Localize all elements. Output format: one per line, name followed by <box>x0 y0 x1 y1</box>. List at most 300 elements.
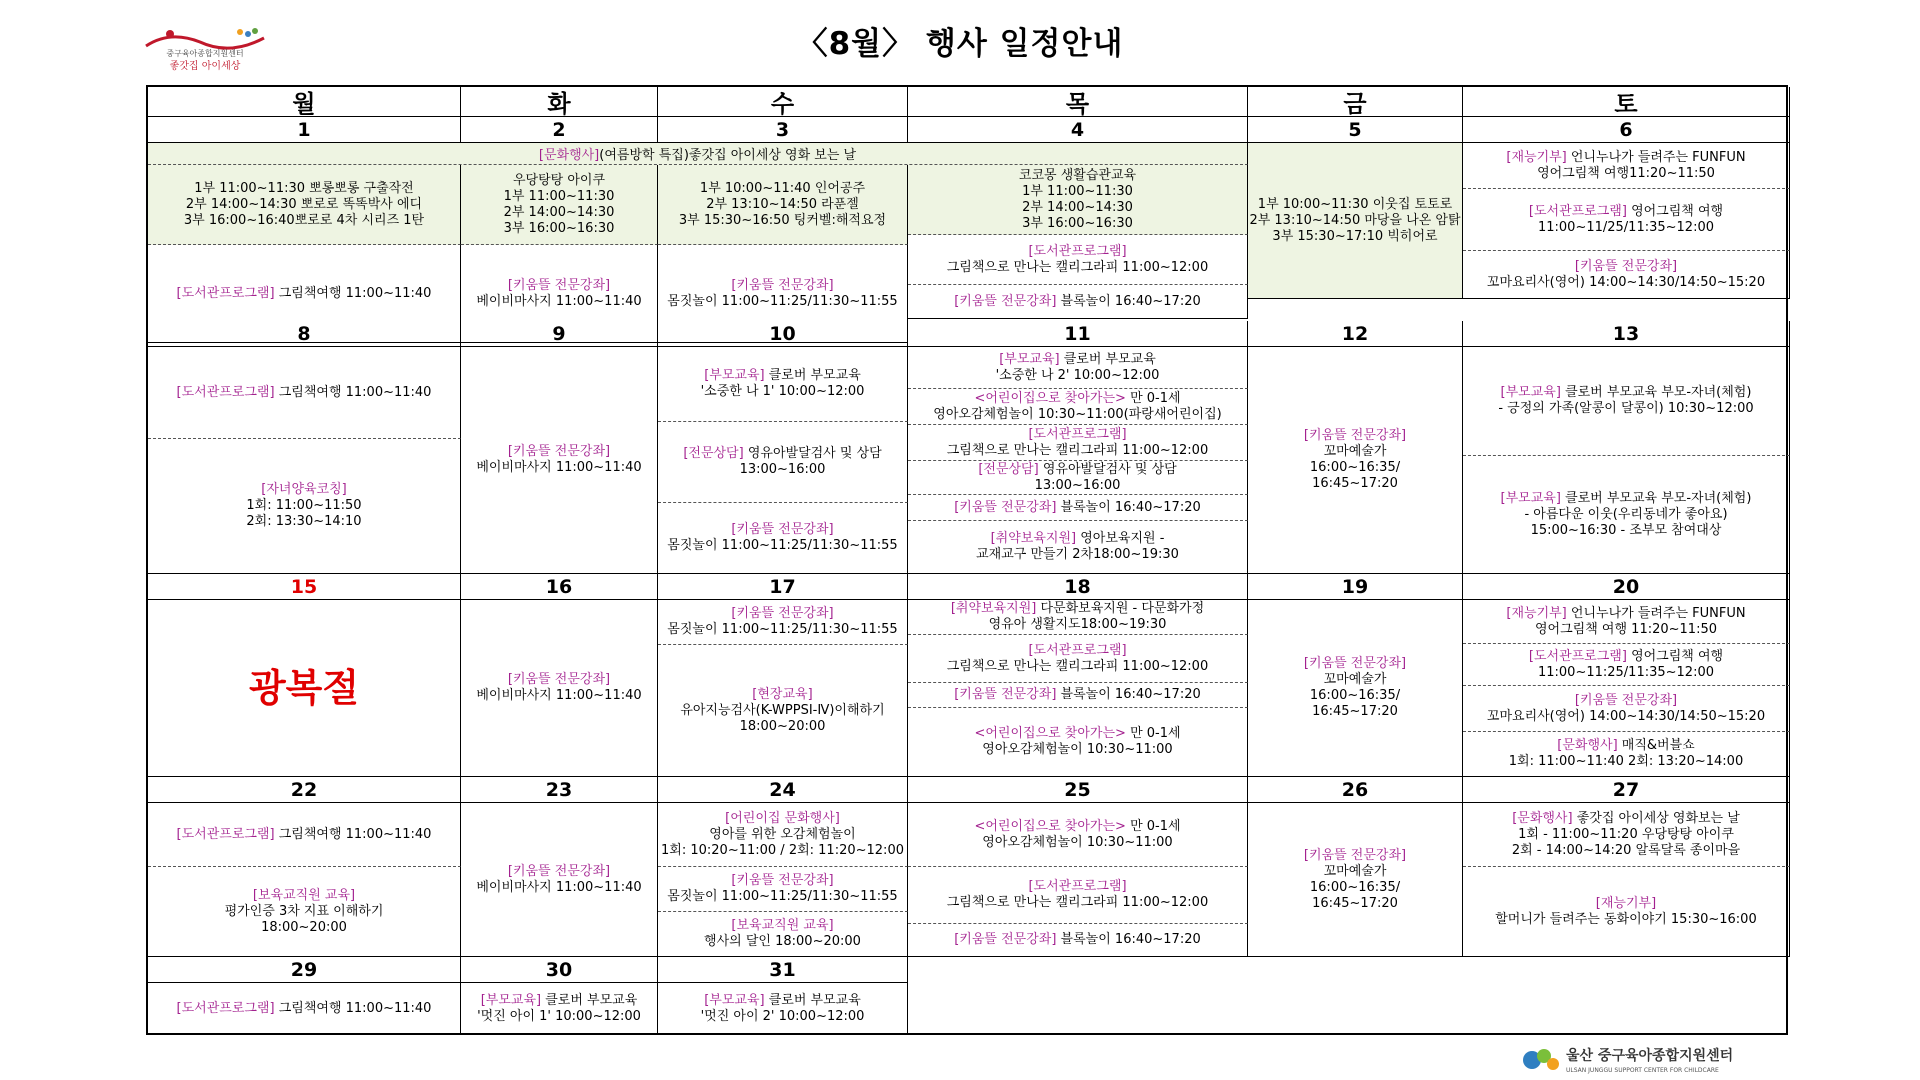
event-line <box>476 294 641 310</box>
event-line <box>476 460 641 476</box>
event-category: [키움뜰 전문강좌] <box>731 606 834 621</box>
event-text: 1부 11:00~11:30 <box>503 188 615 204</box>
event-category: [키움뜰 전문강좌] <box>954 293 1057 309</box>
event-cell <box>658 803 908 867</box>
event-text: 클로버 부모교육 부모-자녀(체험) <box>1560 490 1752 506</box>
date-number: 19 <box>1248 574 1463 600</box>
date-number: 2 <box>461 117 658 143</box>
event-text: 영아보육지원 - <box>1076 531 1165 546</box>
event-line <box>261 482 347 498</box>
event-text: 영어그림책 여행 <box>1626 203 1724 219</box>
event-text: 꼬마예술가 <box>1323 672 1387 687</box>
event-text: 교재교구 만들기 2차18:00~19:30 <box>976 547 1179 562</box>
event-line <box>731 873 833 889</box>
event-text: 16:45~17:20 <box>1312 895 1398 911</box>
event-line <box>513 173 605 189</box>
event-category: [부모교육] <box>704 368 765 383</box>
date-number: 29 <box>148 957 461 983</box>
event-text: 코코몽 생활습관교육 <box>1018 167 1137 183</box>
event-category: [키움뜰 전문강좌] <box>1303 847 1407 863</box>
event-cell <box>148 439 461 574</box>
event-line <box>709 827 855 843</box>
event-cell <box>908 867 1248 924</box>
event-text: 영어그림책 여행 <box>1626 648 1724 664</box>
event-category: [문화행사] <box>1512 810 1573 826</box>
event-text: 클로버 부모교육 부모-자녀(체험) <box>1560 385 1752 400</box>
event-text: 그림책으로 만나는 캘리그라피 11:00~12:00 <box>946 895 1209 910</box>
event-text: 3부 15:30~16:50 팅커벨:해적요정 <box>678 212 887 228</box>
event-text: 할머니가 들려주는 동화이야기 15:30~16:00 <box>1495 911 1757 927</box>
event-cell <box>908 803 1248 867</box>
event-category: [키움뜰 전문강좌] <box>1574 692 1678 708</box>
event-cell <box>1463 456 1790 574</box>
event-line <box>1324 864 1387 880</box>
event-line <box>1518 827 1734 843</box>
event-line <box>253 888 355 904</box>
event-line <box>731 606 833 622</box>
event-text: 15:00~16:30 - 조부모 참여대상 <box>1530 522 1722 538</box>
weekday-header: 금 <box>1248 87 1463 117</box>
event-category: [전문상담] <box>683 446 744 461</box>
event-line <box>954 687 1201 703</box>
date-number: 31 <box>658 957 908 983</box>
date-number: 4 <box>908 117 1248 143</box>
event-line <box>700 181 865 197</box>
event-line <box>1304 428 1406 444</box>
event-cell <box>148 347 461 439</box>
event-category: [부모교육] <box>999 351 1060 367</box>
event-category: [부모교육] <box>704 992 765 1008</box>
date-number: 1 <box>148 117 461 143</box>
event-line <box>508 444 610 460</box>
event-text: 다문화보육지원 - 다문화가정 <box>1036 601 1205 616</box>
event-text: 유아지능검사(K-WPPSI-Ⅳ)이해하기 <box>680 702 885 718</box>
event-line <box>1512 811 1740 827</box>
event-line <box>996 368 1160 384</box>
event-text: 우당탕탕 아이쿠 <box>512 172 606 188</box>
event-cell <box>461 347 658 574</box>
event-line <box>704 368 861 384</box>
event-line <box>504 205 615 221</box>
event-category: [키움뜰 전문강좌] <box>954 687 1057 702</box>
page-title: 〈8월〉 행사 일정안내 <box>796 26 1124 62</box>
event-text: 1부 11:00~11:30 <box>1022 183 1133 199</box>
event-cell <box>908 235 1248 285</box>
date-number: 26 <box>1248 777 1463 803</box>
event-text: 클로버 부모교육 <box>764 992 861 1008</box>
event-text: 2회 - 14:00~14:20 알록달록 종이마을 <box>1511 842 1741 858</box>
event-cell <box>908 461 1248 495</box>
event-category: [키움뜰 전문강좌] <box>507 672 611 687</box>
banner-event <box>148 143 1248 165</box>
event-text: 영어그림책 여행 11:20~11:50 <box>1535 621 1717 637</box>
event-cell <box>1463 803 1790 867</box>
event-text: 영아를 위한 오감체험놀이 <box>709 826 856 842</box>
event-text: '소중한 나 1' 10:00~12:00 <box>700 384 865 399</box>
event-text: - 아름다운 이웃(우리동네가 좋아요) <box>1524 506 1728 522</box>
event-line <box>667 294 897 310</box>
event-text: 1회 - 11:00~11:20 우당탕탕 아이쿠 <box>1518 826 1734 842</box>
event-category: [도서관프로그램] <box>1528 648 1627 664</box>
event-line <box>477 1009 641 1025</box>
event-line <box>1596 896 1656 912</box>
weekday-header: 수 <box>658 87 908 117</box>
event-text: 몸짓놀이 11:00~11:25/11:30~11:55 <box>667 622 898 637</box>
event-text: 13:00~16:00 <box>739 462 826 477</box>
event-line <box>194 181 414 197</box>
event-line <box>1538 665 1714 681</box>
event-cell <box>1463 251 1790 299</box>
date-number: 15 <box>148 574 461 600</box>
event-line <box>1310 880 1400 896</box>
event-cell <box>658 983 908 1035</box>
event-line <box>184 213 424 229</box>
event-text: 1회: 10:20~11:00 / 2회: 11:20~12:00 <box>661 842 904 858</box>
event-text: 2회: 13:30~14:10 <box>246 514 362 529</box>
event-line <box>177 286 432 302</box>
event-text: 꼬마예술가 <box>1323 444 1387 459</box>
event-line <box>947 659 1208 675</box>
event-text: 13:00~16:00 <box>1034 477 1121 493</box>
event-text: 그림책으로 만나는 캘리그라피 11:00~12:00 <box>946 658 1209 674</box>
event-line <box>974 726 1180 742</box>
event-text: 블록놀이 16:40~17:20 <box>1056 687 1201 702</box>
event-line <box>1312 896 1398 912</box>
event-text: '소중한 나 2' 10:00~12:00 <box>995 367 1160 383</box>
event-line <box>1498 401 1753 417</box>
weekday-header: 목 <box>908 87 1248 117</box>
event-text: '멋진 아이 1' 10:00~12:00 <box>477 1008 641 1024</box>
event-text: 16:45~17:20 <box>1312 476 1398 491</box>
event-line <box>177 1001 432 1017</box>
event-line <box>481 993 638 1009</box>
date-number: 18 <box>908 574 1248 600</box>
event-cell <box>461 803 658 957</box>
event-text: 몸짓놀이 11:00~11:25/11:30~11:55 <box>667 538 898 553</box>
event-line <box>261 920 347 936</box>
event-line <box>1324 672 1387 688</box>
event-line <box>731 522 833 538</box>
event-cell <box>1248 347 1463 574</box>
event-cell <box>658 503 908 574</box>
event-line <box>680 703 884 719</box>
event-line <box>1575 693 1677 709</box>
event-category: [키움뜰 전문강좌] <box>731 873 834 888</box>
event-category: [키움뜰 전문강좌] <box>731 522 834 537</box>
event-text: 16:00~16:35/ <box>1309 460 1401 475</box>
event-category: [도서관프로그램] <box>176 384 275 400</box>
event-text: 행사의 달인 18:00~20:00 <box>704 934 861 949</box>
event-line <box>1022 200 1133 216</box>
event-line <box>661 843 904 859</box>
event-line <box>1022 216 1133 232</box>
date-number: 6 <box>1463 117 1790 143</box>
event-line <box>1501 385 1752 401</box>
logo-line1: 중구육아종합지원센터 <box>166 49 244 58</box>
event-line <box>225 904 384 920</box>
event-category: [부모교육] <box>480 992 542 1008</box>
event-category: [취약보육지원] <box>990 531 1077 546</box>
event-line <box>667 538 897 554</box>
event-line <box>982 742 1172 758</box>
event-category: <어린이집으로 찾아가는> <box>974 390 1126 406</box>
event-line <box>508 864 610 880</box>
event-text: 18:00~20:00 <box>739 718 826 734</box>
event-text: 만 0-1세 <box>1125 390 1181 406</box>
event-line <box>1028 427 1126 443</box>
event-text: 3부 15:30~17:10 빅히어로 <box>1272 228 1438 244</box>
date-number: 16 <box>461 574 658 600</box>
event-line <box>1529 649 1723 665</box>
event-text: 영아오감체험놀이 10:30~11:00 <box>982 834 1173 850</box>
event-text: 꼬마요리사(영어) 14:00~14:30/14:50~15:20 <box>1486 708 1766 724</box>
event-text: 베이비마사지 11:00~11:40 <box>476 688 642 703</box>
event-line <box>731 278 833 294</box>
event-text: 영아오감체험놀이 10:30~11:00(파랑새어린이집) <box>933 406 1222 422</box>
weekday-header: 토 <box>1463 87 1790 117</box>
event-text: 블록놀이 16:40~17:20 <box>1056 293 1201 309</box>
event-text: 18:00~20:00 <box>261 919 347 935</box>
event-text: 2부 13:10~14:50 라푼젤 <box>706 196 859 212</box>
event-line <box>1028 643 1126 659</box>
event-line <box>1506 606 1745 622</box>
event-line <box>701 1009 865 1025</box>
event-category: [도서관프로그램] <box>176 1000 275 1016</box>
event-category: [키움뜰 전문강좌] <box>507 863 611 879</box>
event-category: [문화행사] <box>538 148 600 163</box>
event-category: [재능기부] <box>1506 605 1567 621</box>
event-cell <box>1463 143 1790 189</box>
event-text: 좋갓집 아이세상 영화보는 날 <box>1572 810 1740 826</box>
weekday-header: 화 <box>461 87 658 117</box>
event-cell <box>908 924 1248 957</box>
event-text: 영유아발달검사 및 상담 <box>743 446 882 461</box>
event-text: 1부 10:00~11:30 이웃집 토토로 <box>1257 196 1453 212</box>
event-line <box>982 835 1172 851</box>
event-category: [보육교직원 교육] <box>731 918 834 933</box>
event-line <box>476 880 641 896</box>
event-line <box>974 819 1180 835</box>
holiday-label: 광복절 <box>248 666 360 710</box>
event-line <box>1035 478 1121 494</box>
event-line <box>1538 220 1714 236</box>
event-cell <box>908 635 1248 683</box>
event-text: 매직&버블쇼 <box>1617 738 1695 753</box>
event-line <box>476 688 641 704</box>
event-cell <box>658 867 908 912</box>
event-line <box>667 622 897 638</box>
event-text: 꼬마예술가 <box>1323 863 1387 879</box>
event-category: [전문상담] <box>978 461 1039 477</box>
date-number: 17 <box>658 574 908 600</box>
event-text: 몸짓놀이 11:00~11:25/11:30~11:55 <box>667 889 898 904</box>
event-line <box>186 197 422 213</box>
event-text: 1회: 11:00~11:40 2회: 13:20~14:00 <box>1508 754 1744 769</box>
event-cell <box>1463 732 1790 777</box>
event-line <box>1310 688 1400 704</box>
event-cell <box>1463 600 1790 644</box>
event-line <box>978 462 1176 478</box>
event-calendar <box>146 85 1788 1035</box>
event-cell <box>461 983 658 1035</box>
date-number: 12 <box>1248 321 1463 347</box>
date-number: 3 <box>658 117 908 143</box>
event-category: [어린이집 문화행사] <box>725 810 840 826</box>
event-text: 그림책여행 11:00~11:40 <box>274 285 432 301</box>
event-line <box>706 197 859 213</box>
event-text: 베이비마사지 11:00~11:40 <box>476 293 642 309</box>
event-text: 그림책여행 11:00~11:40 <box>274 1000 432 1016</box>
event-category: [보육교직원 교육] <box>252 887 356 903</box>
date-number: 30 <box>461 957 658 983</box>
event-line <box>504 221 615 237</box>
event-cell <box>1463 189 1790 251</box>
event-cell <box>908 389 1248 425</box>
event-cell <box>1463 867 1790 957</box>
event-cell <box>908 683 1248 708</box>
event-line <box>1028 879 1126 895</box>
event-line <box>740 462 826 478</box>
date-number: 25 <box>908 777 1248 803</box>
event-line <box>1501 491 1752 507</box>
event-category: [도서관프로그램] <box>176 285 275 301</box>
event-line <box>1028 244 1126 260</box>
event-category: [도서관프로그램] <box>1028 243 1127 259</box>
event-text: 클로버 부모교육 <box>1059 351 1156 367</box>
logo-line2: 좋갓집 아이세상 <box>169 61 241 72</box>
event-cell <box>148 867 461 957</box>
event-category: [키움뜰 전문강좌] <box>1303 656 1407 671</box>
event-line <box>1557 738 1694 754</box>
event-category: [키움뜰 전문강좌] <box>954 932 1057 947</box>
event-line <box>1310 460 1400 476</box>
event-text: 11:00~11:25/11:35~12:00 <box>1537 664 1715 680</box>
event-line <box>504 189 615 205</box>
event-cell <box>658 912 908 957</box>
event-line <box>752 687 812 703</box>
event-line <box>1304 656 1406 672</box>
event-line <box>951 601 1204 617</box>
event-line <box>725 811 840 827</box>
event-text: 언니누나가 들려주는 FUNFUN <box>1566 605 1746 621</box>
event-text: 그림책여행 11:00~11:40 <box>274 384 432 400</box>
event-line <box>976 547 1179 563</box>
event-text: 영유아 생활지도18:00~19:30 <box>988 617 1167 632</box>
event-cell <box>148 983 461 1035</box>
event-cell <box>1463 347 1790 456</box>
event-line <box>1506 150 1745 166</box>
event-text: 언니누나가 들려주는 FUNFUN <box>1566 149 1746 165</box>
event-line <box>177 385 432 401</box>
event-line <box>704 934 861 950</box>
event-cell <box>908 165 1248 235</box>
event-text: 16:45~17:20 <box>1312 704 1398 719</box>
event-line <box>991 531 1165 547</box>
event-text: 2부 13:10~14:50 마당을 나온 암탉 <box>1249 212 1461 228</box>
event-category: <어린이집으로 찾아가는> <box>974 818 1126 834</box>
event-line <box>1312 704 1398 720</box>
event-text: 영아오감체험놀이 10:30~11:00 <box>982 742 1173 757</box>
event-line <box>1312 476 1398 492</box>
event-line <box>933 407 1221 423</box>
event-line <box>1512 843 1740 859</box>
event-cell <box>1248 803 1463 957</box>
event-text: 영유아발달검사 및 상담 <box>1038 461 1177 477</box>
event-line <box>1324 444 1387 460</box>
event-text: (여름방학 특집)좋갓집 아이세상 영화 보는 날 <box>599 148 857 163</box>
event-text: 블록놀이 16:40~17:20 <box>1056 499 1201 515</box>
event-text: - 긍정의 가족(알콩이 달콩이) 10:30~12:00 <box>1498 401 1754 416</box>
event-line <box>177 827 432 843</box>
event-cell <box>908 600 1248 635</box>
event-text: 1부 10:00~11:40 인어공주 <box>699 180 866 196</box>
event-text: 3부 16:00~16:30 <box>503 220 615 236</box>
event-text: 베이비마사지 11:00~11:40 <box>476 460 642 475</box>
event-line <box>974 391 1180 407</box>
event-category: [자녀양육코칭] <box>261 482 347 497</box>
event-category: [부모교육] <box>1500 490 1561 506</box>
event-line <box>246 498 361 514</box>
event-category: [도서관프로그램] <box>1028 426 1127 442</box>
event-cell <box>461 600 658 777</box>
event-text: 11:00~11/25/11:35~12:00 <box>1537 219 1715 235</box>
event-line <box>1304 848 1406 864</box>
date-number: 5 <box>1248 117 1463 143</box>
center-logo-bottom <box>1520 1042 1800 1076</box>
event-category: [현장교육] <box>752 686 813 702</box>
event-text: 클로버 부모교육 <box>764 368 861 383</box>
event-text: 몸짓놀이 11:00~11:25/11:30~11:55 <box>667 293 898 309</box>
date-number: 11 <box>908 321 1248 347</box>
event-cell <box>658 422 908 503</box>
event-text: 평가인증 3차 지표 이해하기 <box>224 903 384 919</box>
event-text: '멋진 아이 2' 10:00~12:00 <box>700 1008 865 1024</box>
event-category: [재능기부] <box>1506 149 1567 165</box>
event-line <box>1509 754 1743 770</box>
date-number: 23 <box>461 777 658 803</box>
event-category: [키움뜰 전문강좌] <box>507 277 611 293</box>
event-line <box>1022 184 1133 200</box>
event-text: 꼬마요리사(영어) 14:00~14:30/14:50~15:20 <box>1486 274 1766 290</box>
event-cell <box>148 165 461 245</box>
event-line <box>679 213 886 229</box>
event-line <box>954 500 1201 516</box>
event-category: [부모교육] <box>1500 385 1561 400</box>
date-number: 8 <box>148 321 461 347</box>
event-text: 만 0-1세 <box>1125 818 1181 834</box>
event-line <box>999 352 1156 368</box>
event-line <box>1249 213 1460 229</box>
event-text: 그림책으로 만나는 캘리그라피 11:00~12:00 <box>946 259 1209 275</box>
event-line <box>1487 275 1765 291</box>
event-cell <box>908 708 1248 777</box>
event-text: 16:00~16:35/ <box>1309 688 1401 703</box>
event-line <box>954 932 1201 948</box>
event-cell <box>461 165 658 245</box>
event-category: [키움뜰 전문강좌] <box>507 444 611 459</box>
event-cell <box>1463 644 1790 686</box>
event-category: [키움뜰 전문강좌] <box>1574 258 1678 274</box>
event-line <box>246 514 361 530</box>
event-category: [도서관프로그램] <box>1028 642 1127 658</box>
event-category: [도서관프로그램] <box>176 826 275 842</box>
event-text: 3부 16:00~16:30 <box>1022 215 1133 231</box>
event-line <box>508 672 610 688</box>
event-cell <box>1463 686 1790 732</box>
event-line <box>954 294 1201 310</box>
event-cell <box>908 521 1248 574</box>
date-number: 22 <box>148 777 461 803</box>
